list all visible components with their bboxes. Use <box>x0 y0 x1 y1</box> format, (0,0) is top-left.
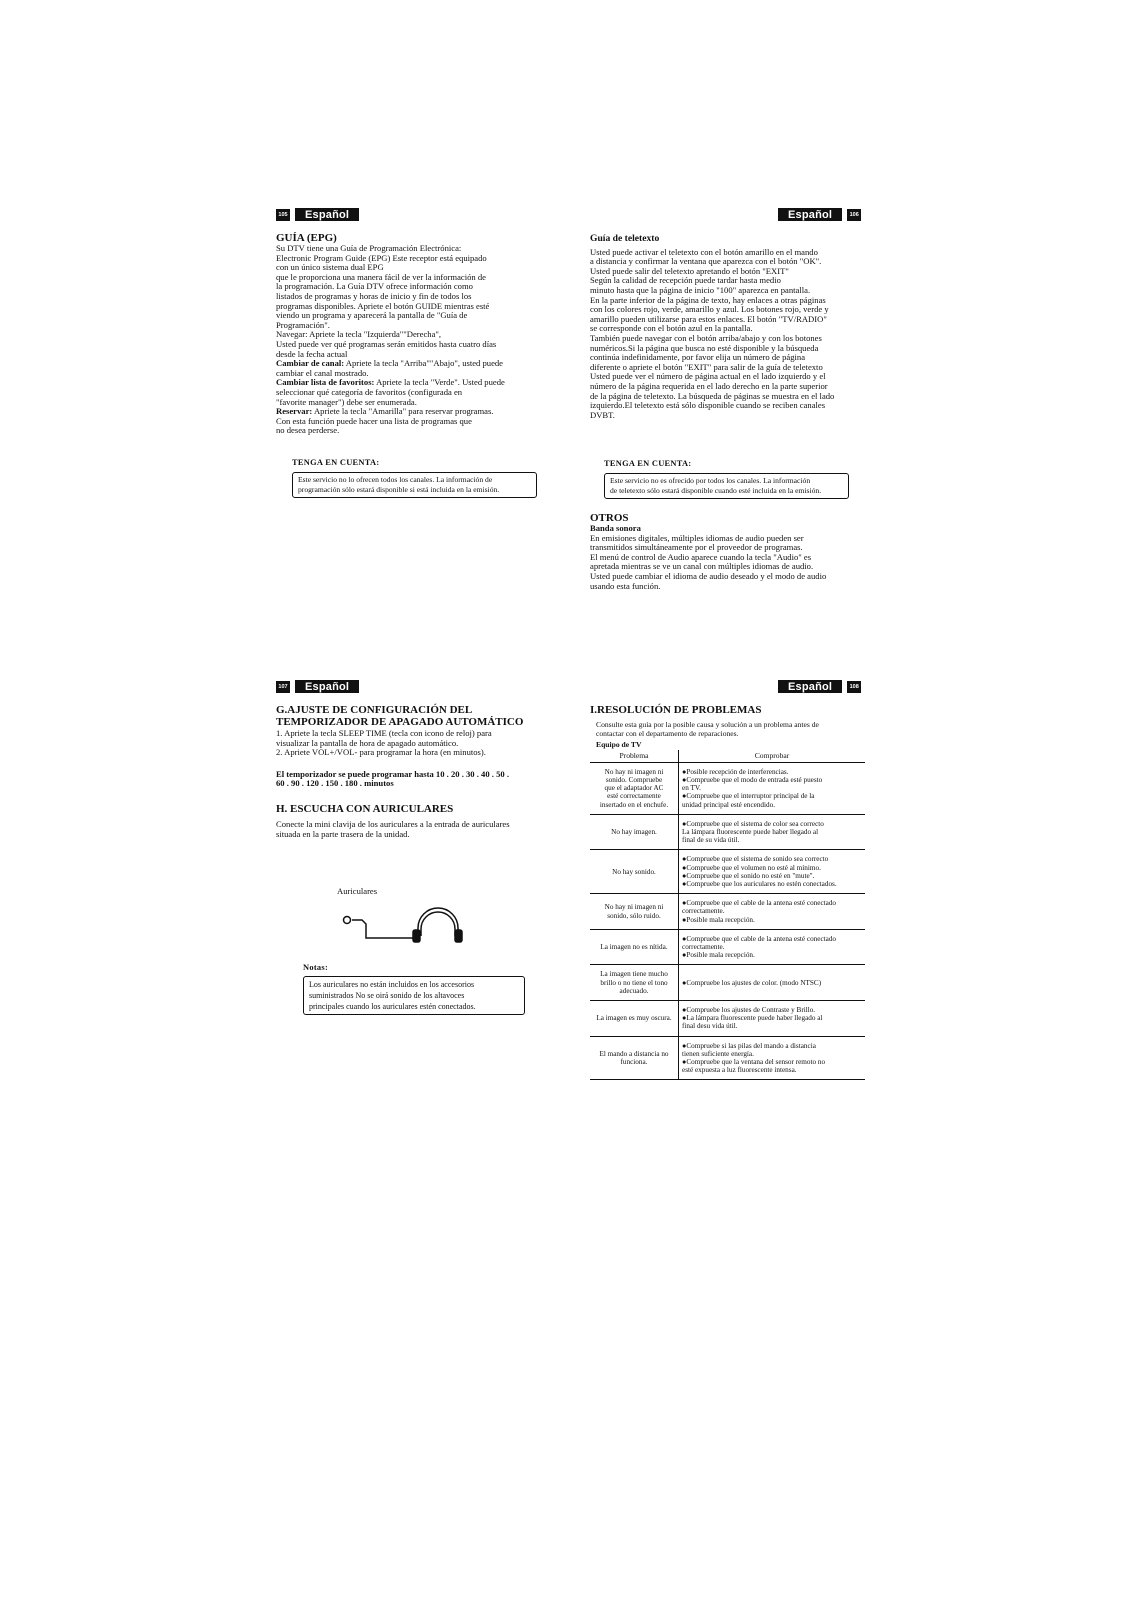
note-box: Este servicio no es ofrecido por todos los canales. La información de teletexto sólo estará disponible cuando esté incluida en la emisión. <box>604 473 849 499</box>
problem-cell: No hay ni imagen ni sonido, sólo ruido. <box>590 894 679 930</box>
table-row <box>590 929 865 965</box>
item-text: Apriete la tecla "Arriba""Abajo", usted puede cambiar el canal mostrado. <box>276 358 503 378</box>
check-item: ●Compruebe que el modo de entrada esté puesto en TV. <box>682 776 823 793</box>
problem-cell: No hay ni imagen ni sonido. Compruebe que el adaptador AC esté correctamente insertado en el enchufe. <box>590 762 679 814</box>
check-item: ●Compruebe que el volumen no esté al mínimo. <box>682 863 821 872</box>
check-item: ●Compruebe si las pilas del mando a distancia tienen suficiente energía. <box>682 1041 816 1058</box>
check-cell <box>679 762 866 814</box>
epg-item-reserve <box>276 407 546 436</box>
problem-cell: La imagen tiene mucho brillo o no tiene el tono adecuado. <box>590 965 679 1001</box>
check-cell <box>679 929 866 965</box>
check-item: ●Compruebe que el sonido no esté en "mute". <box>682 871 815 880</box>
section-title-troubleshooting: I.RESOLUCIÓN DE PROBLEMAS <box>590 704 762 716</box>
language-label: Español <box>778 680 842 693</box>
check-cell <box>679 965 866 1001</box>
check-item: ●Compruebe que el cable de la antena esté conectado correctamente. <box>682 934 837 952</box>
otros-section <box>590 512 865 591</box>
page-header-105 <box>276 208 359 221</box>
section-title-epg: GUÍA (EPG) <box>276 232 337 244</box>
problem-cell: La imagen no es nítida. <box>590 929 679 965</box>
headphones-icon <box>344 908 463 942</box>
check-item: ●Compruebe que la ventana del sensor remoto no esté expuesta a luz fluorescente intensa. <box>682 1058 826 1075</box>
page-number: 108 <box>847 681 861 693</box>
item-text: Apriete la tecla "Verde". Usted puede seleccionar qué categoría de favoritos (configurada en "favorite manager") debe ser enumerada. <box>276 377 505 407</box>
check-cell <box>679 1036 866 1080</box>
notas-box: Los auriculares no están incluidos en los accesorios suministrados No se oirá sonido de los altavoces principales cuando los auriculares estén conectados. <box>303 976 525 1015</box>
check-item: ●Posible mala recepción. <box>682 951 755 960</box>
banda-text: En emisiones digitales, múltiples idiomas de audio pueden ser transmitidos simultáneamente por el proveedor de programas. El menú de control de Audio aparece cuando la tecla "Audio" es apretada mientras se ve un canal con múltiples idiomas de audio. Usted puede cambiar el idioma de audio deseado y el modo de audio usando esta función. <box>590 532 827 591</box>
page-106 <box>590 234 865 420</box>
section-title-teletext: Guía de teletexto <box>590 233 660 244</box>
problem-cell: El mando a distancia no funciona. <box>590 1036 679 1080</box>
check-item: ●Posible mala recepción. <box>682 915 755 924</box>
page-header-108 <box>778 680 861 693</box>
sleep-steps: 1. Apriete la tecla SLEEP TIME (tecla con icono de reloj) para visualizar la pantalla de hora de apagado automático. 2. Apriete VOL+/VOL- para programar la hora (en minutos). <box>276 728 492 758</box>
page-105 <box>276 232 546 436</box>
item-label: Reservar: <box>276 406 313 417</box>
check-cell <box>679 850 866 894</box>
subsection-title-banda: Banda sonora <box>590 523 641 533</box>
sleep-bold-note: El temporizador se puede programar hasta 10 . 20 . 30 . 40 . 50 . 60 . 90 . 120 . 150 . 180 . minutos <box>276 768 509 789</box>
problem-cell: La imagen es muy oscura. <box>590 1001 679 1037</box>
check-item: ●La lámpara fluorescente puede haber llegado al final desu vida útil. <box>682 1014 823 1031</box>
section-title-otros: OTROS <box>590 512 629 524</box>
teletext-body: Usted puede activar el teletexto con el botón amarillo en el mando a distancia y confirmar la ventana que aparezca con el botón "OK". Usted puede salir del teletexto apretando el botón "EXIT" Según la calidad de recepción puede tardar hasta medio minuto hasta que la página de inicio "100" aparezca en pantalla. En la parte inferior de la página de texto, hay enlaces a otras páginas con los colores rojo, verde, amarillo y azul. Los botones rojo, verde y amarillo pueden utilizarse para estos enlaces. El botón "TV/RADIO" se corresponde con el botón azul en la pantalla. También puede navegar con el botón arriba/abajo y con los botones numéricos.Si la página que busca no esté disponible y la búsqueda continúa indefinidamente, por favor elija un número de página diferente o apriete el botón "EXIT" para salir de la guía de teletexto Usted puede ver el número de página actual en el lado izquierdo y el número de la página requerida en el lado derecho en la parte superior de la página de teletexto. La búsqueda de páginas se muestra en el lado izquierdo.El teletexto está sólo disponible cuando se reciben canales DVBT. <box>590 246 835 420</box>
check-item: ●Posible recepción de interferencias. <box>682 767 789 776</box>
page-number: 107 <box>276 681 290 693</box>
check-item: ●Compruebe los ajustes de color. (modo NTSC) <box>682 978 822 987</box>
headphones-text: Conecte la mini clavija de los auriculares a la entrada de auriculares situada en la parte trasera de la unidad. <box>276 818 510 839</box>
table-row <box>590 850 865 894</box>
epg-item-change-channel <box>276 359 546 378</box>
note-title: TENGA EN CUENTA: <box>604 459 692 468</box>
item-label: Cambiar de canal: <box>276 358 345 369</box>
note-105 <box>292 458 537 498</box>
troubleshooting-intro: Consulte esta guía por la posible causa y solución a un problema antes de contactar con el departamento de reparaciones. <box>596 720 819 738</box>
check-item: ●Compruebe que los auriculares no estén conectados. <box>682 880 837 889</box>
note-title: TENGA EN CUENTA: <box>292 458 380 467</box>
problem-cell: No hay imagen. <box>590 814 679 850</box>
epg-intro: Su DTV tiene una Guía de Programación Electrónica: Electronic Program Guide (EPG) Este receptor está equipado con un único sistema dual EPG que le proporciona una manera fácil de ver la información de la programación. La Guía DTV ofrece información como listados de programas y horas de inicio y fin de todos los programas disponibles. Apriete el botón GUIDE mientras esté viendo un programa y aparecerá la pantalla de "Guía de Programación". Navegar: Apriete la tecla "Izquierda""Derecha", Usted puede ver qué programas serán emitidos hasta cuatro días desde la fecha actual <box>276 243 497 359</box>
column-header-problem: Problema <box>590 750 679 763</box>
headphones-figure <box>340 900 470 950</box>
troubleshooting-table <box>590 750 865 1081</box>
epg-item-favorites <box>276 378 546 407</box>
check-item: ●Compruebe los ajustes de Contraste y Brillo. <box>682 1006 816 1015</box>
table-row <box>590 1036 865 1080</box>
table-row <box>590 894 865 930</box>
check-item: ●Compruebe que el cable de la antena esté conectado correctamente. <box>682 899 837 916</box>
note-box: Este servicio no lo ofrecen todos los canales. La información de programación sólo estará disponible si está incluida en la emisión. <box>292 472 537 498</box>
page-108 <box>590 704 875 1080</box>
language-label: Español <box>778 208 842 221</box>
page-number: 105 <box>276 209 290 221</box>
notas-107 <box>303 963 525 1015</box>
check-cell <box>679 894 866 930</box>
item-text: Apriete la tecla "Amarilla" para reservar programas. Con esta función puede hacer una lista de programas que no desea perderse. <box>276 406 494 436</box>
equipo-label: Equipo de TV <box>596 740 642 749</box>
table-row <box>590 965 865 1001</box>
table-row <box>590 762 865 814</box>
section-title-headphones: H. ESCUCHA CON AURICULARES <box>276 802 454 815</box>
page-header-107 <box>276 680 359 693</box>
problem-cell: No hay sonido. <box>590 850 679 894</box>
item-label: Cambiar lista de favoritos: <box>276 377 375 388</box>
language-label: Español <box>295 208 359 221</box>
check-item: ●Compruebe que el sistema de sonido sea correcto <box>682 855 829 864</box>
check-cell <box>679 814 866 850</box>
table-header-row <box>590 750 865 763</box>
table-row <box>590 1001 865 1037</box>
check-item: ●Compruebe que el interruptor principal de la unidad principal esté encendido. <box>682 792 815 809</box>
note-106 <box>604 459 849 499</box>
check-item: ●Compruebe que el sistema de color sea correcto La lámpara fluorescente puede haber llegado al final de su vida útil. <box>682 819 824 845</box>
language-label: Español <box>295 680 359 693</box>
figure-label: Auriculares <box>337 886 378 896</box>
page-header-106 <box>778 208 861 221</box>
page-number: 106 <box>847 209 861 221</box>
check-cell <box>679 1001 866 1037</box>
page-107 <box>276 704 551 839</box>
section-title-sleep-timer: G.AJUSTE DE CONFIGURACIÓN DEL TEMPORIZADOR DE APAGADO AUTOMÁTICO <box>276 704 524 728</box>
table-row <box>590 814 865 850</box>
notas-title: Notas: <box>303 963 329 972</box>
column-header-check: Comprobar <box>679 750 866 763</box>
